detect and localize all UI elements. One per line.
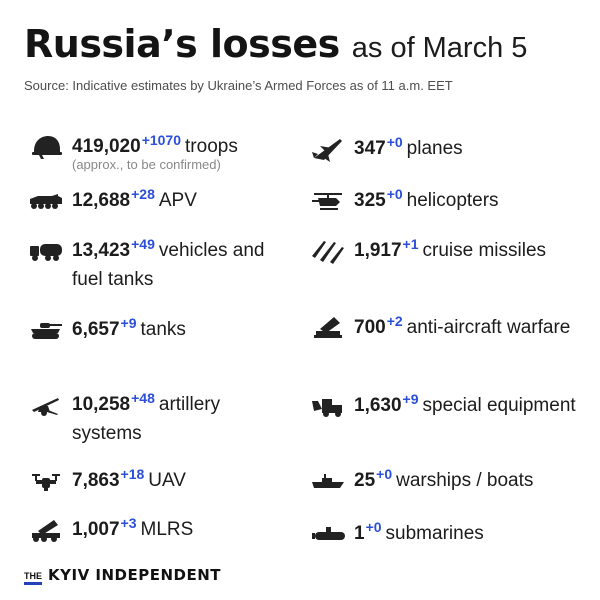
stat-label: warships / boats xyxy=(396,470,534,491)
anti-aircraft-icon xyxy=(306,313,350,343)
header xyxy=(24,22,584,93)
stat-value: 1 xyxy=(354,523,365,544)
stat-label: planes xyxy=(406,138,463,159)
stat-label: artillery systems xyxy=(72,394,221,444)
stat-cruise-missiles xyxy=(306,236,586,266)
stat-increase: +9 xyxy=(402,391,419,407)
stat-increase: +18 xyxy=(120,466,145,482)
stat-increase: +9 xyxy=(120,315,137,331)
stat-label: anti-aircraft warfare xyxy=(406,317,571,338)
stat-helicopters xyxy=(306,186,586,216)
title-row xyxy=(24,22,584,66)
stat-increase: +48 xyxy=(131,390,155,406)
stat-troops xyxy=(24,132,294,172)
tank-icon xyxy=(24,315,68,345)
stat-planes xyxy=(306,134,586,164)
stat-value: 325 xyxy=(354,190,386,211)
artillery-icon xyxy=(24,390,68,420)
stat-label: UAV xyxy=(148,470,186,491)
helmet-icon xyxy=(24,132,68,162)
title-date: March 5 xyxy=(422,32,528,64)
logo-the: THE xyxy=(24,571,42,581)
stat-increase: +0 xyxy=(386,186,403,202)
page-title: Russia’s losses xyxy=(24,22,340,66)
stat-label: submarines xyxy=(385,523,484,544)
stat-increase: +28 xyxy=(131,186,155,202)
stat-vehicles xyxy=(24,236,294,294)
fuel-truck-icon xyxy=(24,236,68,266)
stat-increase: +1 xyxy=(402,236,419,252)
stat-increase: +0 xyxy=(376,466,393,482)
stat-submarines xyxy=(306,519,586,549)
stat-value: 700 xyxy=(354,317,386,338)
stat-increase: +3 xyxy=(120,515,137,531)
logo-name: KYIV INDEPENDENT xyxy=(48,566,222,584)
stat-apv xyxy=(24,186,294,216)
stat-anti-aircraft xyxy=(306,313,586,343)
special-equipment-icon xyxy=(306,391,350,421)
stat-label: vehicles and fuel tanks xyxy=(72,240,265,290)
stat-artillery xyxy=(24,390,294,448)
drone-icon xyxy=(24,466,68,496)
stat-increase: +49 xyxy=(131,236,155,252)
stat-special-equipment xyxy=(306,391,586,421)
stat-label: troops xyxy=(185,136,238,157)
stat-increase: +0 xyxy=(365,519,382,535)
warship-icon xyxy=(306,466,350,496)
stat-label: cruise missiles xyxy=(422,240,547,261)
stat-value: 6,657 xyxy=(72,319,120,340)
stat-label: tanks xyxy=(140,319,186,340)
stat-note: (approx., to be confirmed) xyxy=(72,157,221,172)
cruise-missiles-icon xyxy=(306,236,350,266)
helicopter-icon xyxy=(306,186,350,216)
stat-warships xyxy=(306,466,586,496)
stat-tanks xyxy=(24,315,294,345)
stat-value: 347 xyxy=(354,138,386,159)
stat-value: 10,258 xyxy=(72,394,131,415)
stat-increase: +0 xyxy=(386,134,403,150)
stat-value: 13,423 xyxy=(72,240,131,261)
stat-increase: +2 xyxy=(386,313,403,329)
jet-plane-icon xyxy=(306,134,350,164)
stat-increase: +1070 xyxy=(141,132,182,148)
stat-value: 1,917 xyxy=(354,240,402,261)
stat-label: helicopters xyxy=(406,190,499,211)
stat-value: 1,630 xyxy=(354,395,402,416)
stat-label: APV xyxy=(158,190,197,211)
stat-label: special equipment xyxy=(422,395,576,416)
title-as-of: as of xyxy=(351,32,415,64)
stat-value: 1,007 xyxy=(72,519,120,540)
stat-value: 12,688 xyxy=(72,190,131,211)
stat-value: 25 xyxy=(354,470,376,491)
stat-label: MLRS xyxy=(140,519,194,540)
stat-value: 419,020 xyxy=(72,136,141,157)
stat-value: 7,863 xyxy=(72,470,120,491)
source-line: Source: Indicative estimates by Ukraine’s Armed Forces as of 11 a.m. EET xyxy=(24,78,453,93)
stat-uav xyxy=(24,466,294,496)
submarine-icon xyxy=(306,519,350,549)
apv-icon xyxy=(24,186,68,216)
stat-mlrs xyxy=(24,515,294,545)
mlrs-icon xyxy=(24,515,68,545)
publisher-logo xyxy=(24,566,221,584)
